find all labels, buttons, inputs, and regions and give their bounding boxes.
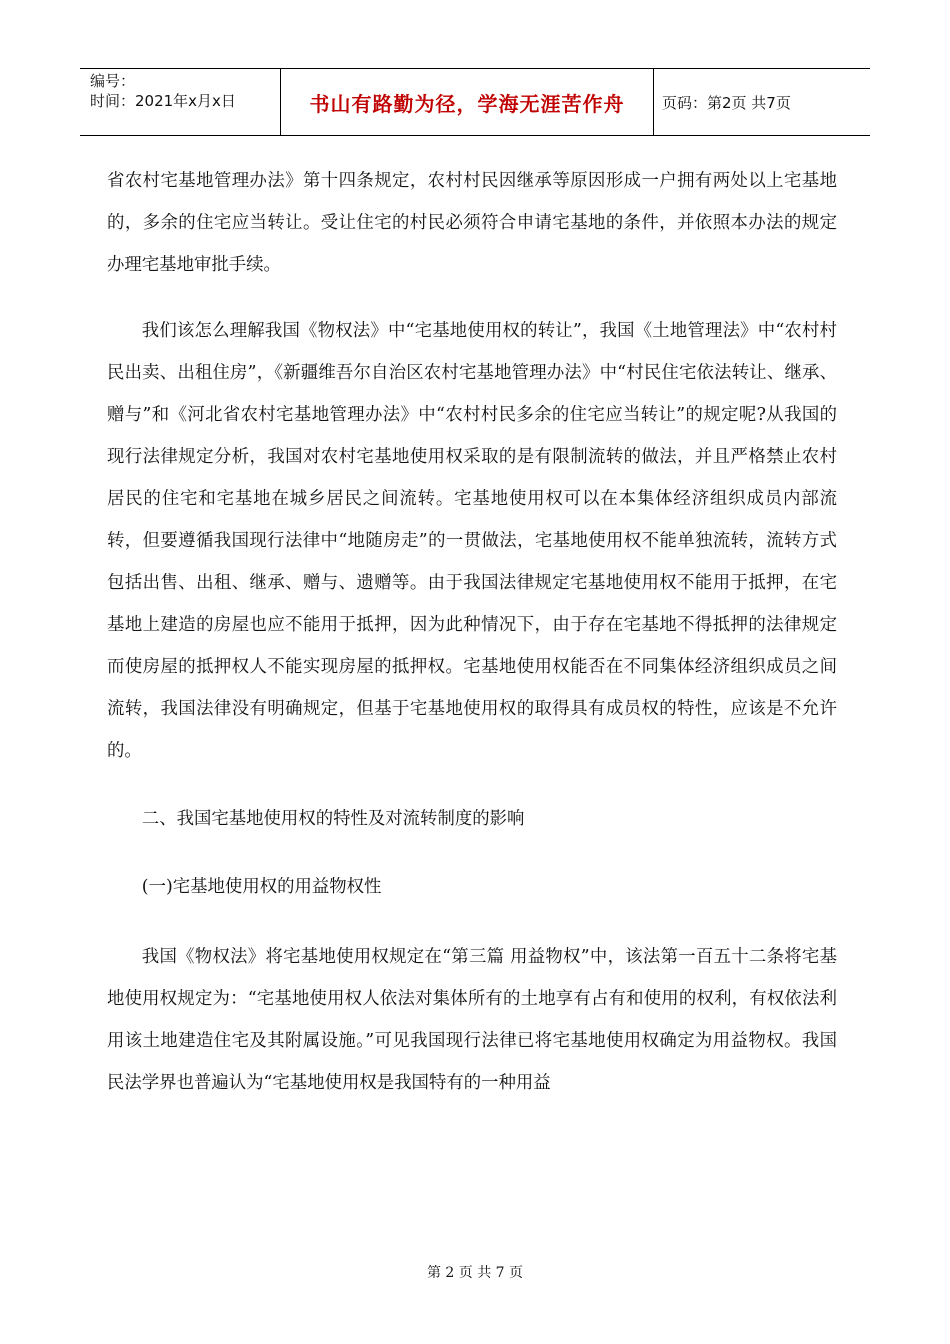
section-heading: 二、我国宅基地使用权的特性及对流转制度的影响 [141,809,525,829]
paragraph-continued: 省农村宅基地管理办法》第十四条规定，农村村民因继承等原因形成一户拥有两处以上宅基地的，多余的住宅应当转让。受让住宅的村民必须符合申请宅基地的条件，并依照本办法的规定办理宅基地审批手续。 [107,171,837,275]
document-body [107,160,837,1104]
document-header [80,68,870,136]
paragraph-analysis: 我们该怎么理解我国《物权法》中“宅基地使用权的转让”，我国《土地管理法》中“农村村民出卖、出租住房”，《新疆维吾尔自治区农村宅基地管理办法》中“村民住宅依法转让、继承、赠与”和《河北省农村宅基地管理办法》中“农村村民多余的住宅应当转让”的规定呢?从我国的现行法律规定分析，我国对农村宅基地使用权采取的是有限制流转的做法，并且严格禁止农村居民的住宅和宅基地在城乡居民之间流转。宅基地使用权可以在本集体经济组织成员内部流转，但要遵循我国现行法律中“地随房走”的一贯做法，宅基地使用权不能单独流转，流转方式包括出售、出租、继承、赠与、遗赠等。由于我国法律规定宅基地使用权不能用于抵押，在宅基地上建造的房屋也应不能用于抵押，因为此种情况下，由于存在宅基地不得抵押的法律规定而使房屋的抵押权人不能实现房屋的抵押权。宅基地使用权能否在不同集体经济组织成员之间流转，我国法律没有明确规定，但基于宅基地使用权的取得具有成员权的特性，应该是不允许的。 [107,321,837,761]
header-meta [80,69,281,135]
subsection-heading: (一)宅基地使用权的用益物权性 [141,877,382,897]
header-date-label: 时间：2021年x月x日 [90,92,236,110]
header-motto: 书山有路勤为径，学海无涯苦作舟 [281,69,654,135]
page-footer: 第 2 页 共 7 页 [426,1265,524,1281]
header-page-info: 页码：第2页 共7页 [662,93,791,112]
header-number-label: 编号： [90,72,136,90]
paragraph-usufruct: 我国《物权法》将宅基地使用权规定在“第三篇 用益物权”中，该法第一百五十二条将宅基地使用权规定为：“宅基地使用权人依法对集体所有的土地享有占有和使用的权利，有权依法利用该土地建造住宅及其附属设施。”可见我国现行法律已将宅基地使用权确定为用益物权。我国民法学界也普遍认为“宅基地使用权是我国特有的一种用益 [107,947,837,1093]
